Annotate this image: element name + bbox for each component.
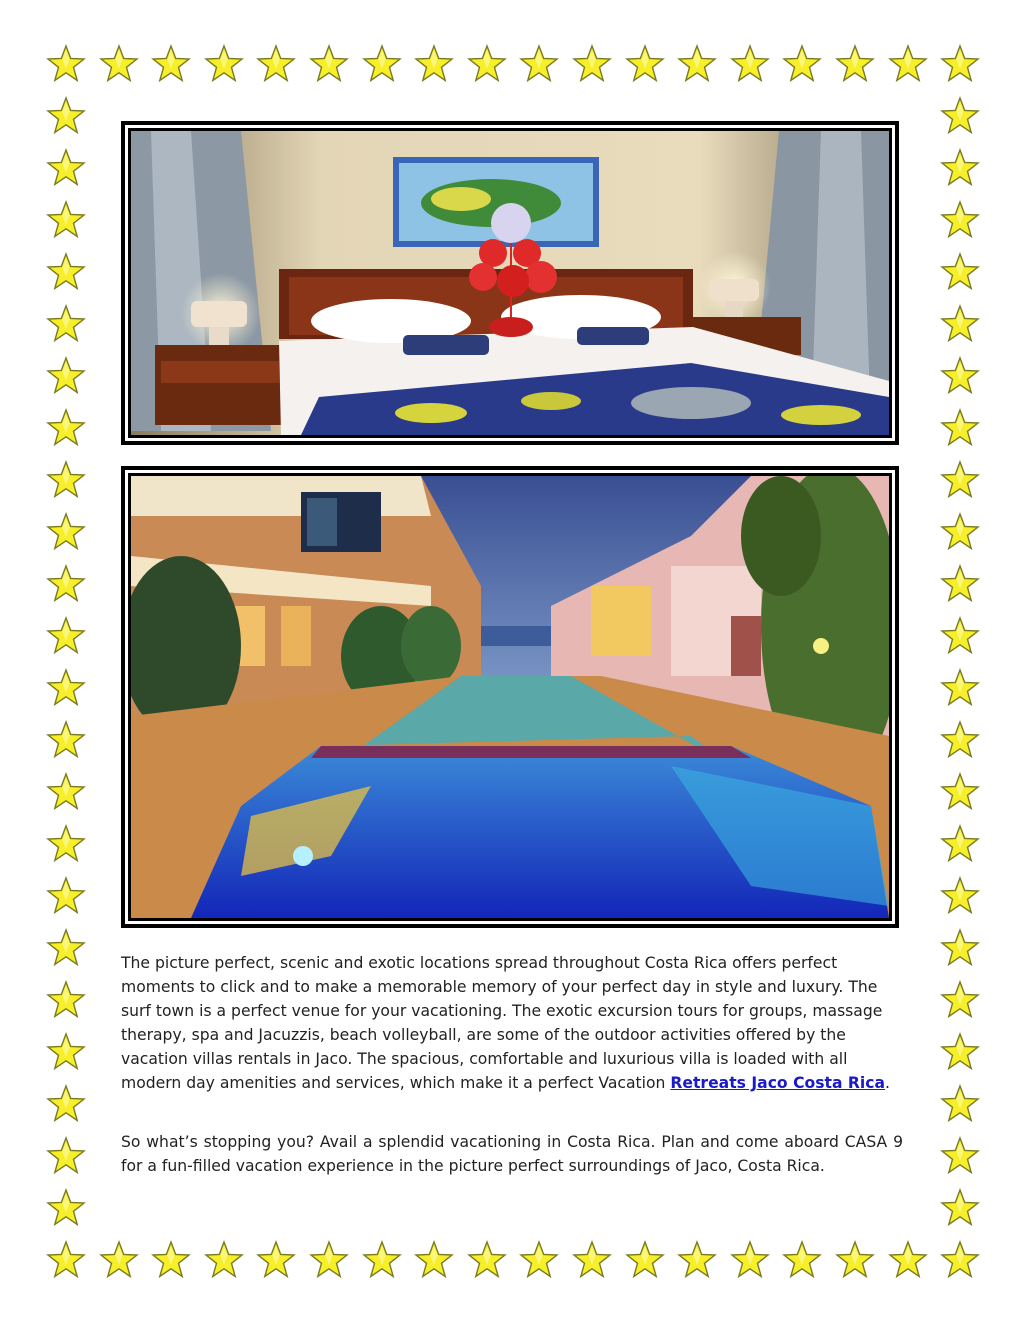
star-icon [730,1240,770,1280]
star-icon [256,44,296,84]
bedroom-image [131,131,889,435]
star-icon [940,1188,980,1228]
closing-paragraph [121,1130,903,1178]
star-icon [309,44,349,84]
star-icon [151,1240,191,1280]
star-icon [940,616,980,656]
star-icon [46,252,86,292]
star-icon [888,1240,928,1280]
star-icon [835,1240,875,1280]
star-icon [46,720,86,760]
star-icon [362,44,402,84]
star-icon [572,44,612,84]
star-icon [204,44,244,84]
star-icon [677,44,717,84]
star-icon [782,1240,822,1280]
star-icon [99,44,139,84]
star-icon [46,876,86,916]
star-icon [888,44,928,84]
star-icon [940,96,980,136]
star-icon [46,408,86,448]
star-icon [256,1240,296,1280]
intro-text: The picture perfect, scenic and exotic locations spread throughout Costa Rica offers perfect moments to click and to make a memorable memory of your perfect day in style and luxury. The surf town is a perfect venue for your vacationing. The exotic excursion tours for groups, massage therapy, spa and Jacuzzis, beach volleyball, are some of the outdoor activities offered by the vacation villas rentals in Jaco. The spacious, comfortable and luxurious villa is loaded with all modern day amenities and services, which make it a perfect Vacation [121,954,883,1092]
star-icon [519,1240,559,1280]
star-icon [940,564,980,604]
star-icon [362,1240,402,1280]
intro-trailing-period: . [885,1074,891,1092]
star-icon [99,1240,139,1280]
star-icon [940,460,980,500]
star-icon [46,1188,86,1228]
star-icon [467,1240,507,1280]
star-icon [204,1240,244,1280]
star-icon [46,928,86,968]
star-icon [940,1032,980,1072]
star-icon [940,876,980,916]
star-icon [519,44,559,84]
star-icon [625,44,665,84]
star-icon [46,512,86,552]
closing-text: So what’s stopping you? Avail a splendid vacationing in Costa Rica. Plan and come aboard CASA 9 for a fun-filled vacation experience in the picture perfect surroundings of Jaco, Costa Rica. [121,1133,903,1175]
star-icon [940,1240,980,1280]
star-icon [46,148,86,188]
star-icon [940,148,980,188]
star-icon [572,1240,612,1280]
star-icon [414,44,454,84]
star-icon [46,1136,86,1176]
star-icon [940,980,980,1020]
star-icon [835,44,875,84]
star-icon [46,460,86,500]
pool-photo-frame [121,466,899,928]
star-icon [46,200,86,240]
star-icon [309,1240,349,1280]
star-icon [940,252,980,292]
star-icon [46,564,86,604]
retreats-jaco-link[interactable]: Retreats Jaco Costa Rica [670,1074,886,1092]
star-icon [46,44,86,84]
star-icon [46,356,86,396]
star-icon [46,96,86,136]
star-icon [940,1084,980,1124]
star-icon [940,512,980,552]
pool-image [131,476,889,918]
star-icon [782,44,822,84]
star-icon [940,408,980,448]
star-icon [467,44,507,84]
star-icon [940,304,980,344]
star-icon [46,1240,86,1280]
star-icon [940,200,980,240]
star-icon [46,1032,86,1072]
star-icon [940,928,980,968]
star-icon [677,1240,717,1280]
star-icon [940,44,980,84]
star-icon [940,720,980,760]
star-icon [46,668,86,708]
star-icon [940,1136,980,1176]
star-icon [46,1084,86,1124]
star-icon [46,772,86,812]
star-icon [46,304,86,344]
star-icon [940,824,980,864]
bedroom-photo-frame [121,121,899,445]
star-icon [46,980,86,1020]
intro-paragraph [121,951,903,1095]
star-icon [46,616,86,656]
star-icon [151,44,191,84]
star-icon [940,356,980,396]
star-icon [940,772,980,812]
star-icon [730,44,770,84]
star-icon [940,668,980,708]
star-icon [414,1240,454,1280]
star-icon [625,1240,665,1280]
star-icon [46,824,86,864]
